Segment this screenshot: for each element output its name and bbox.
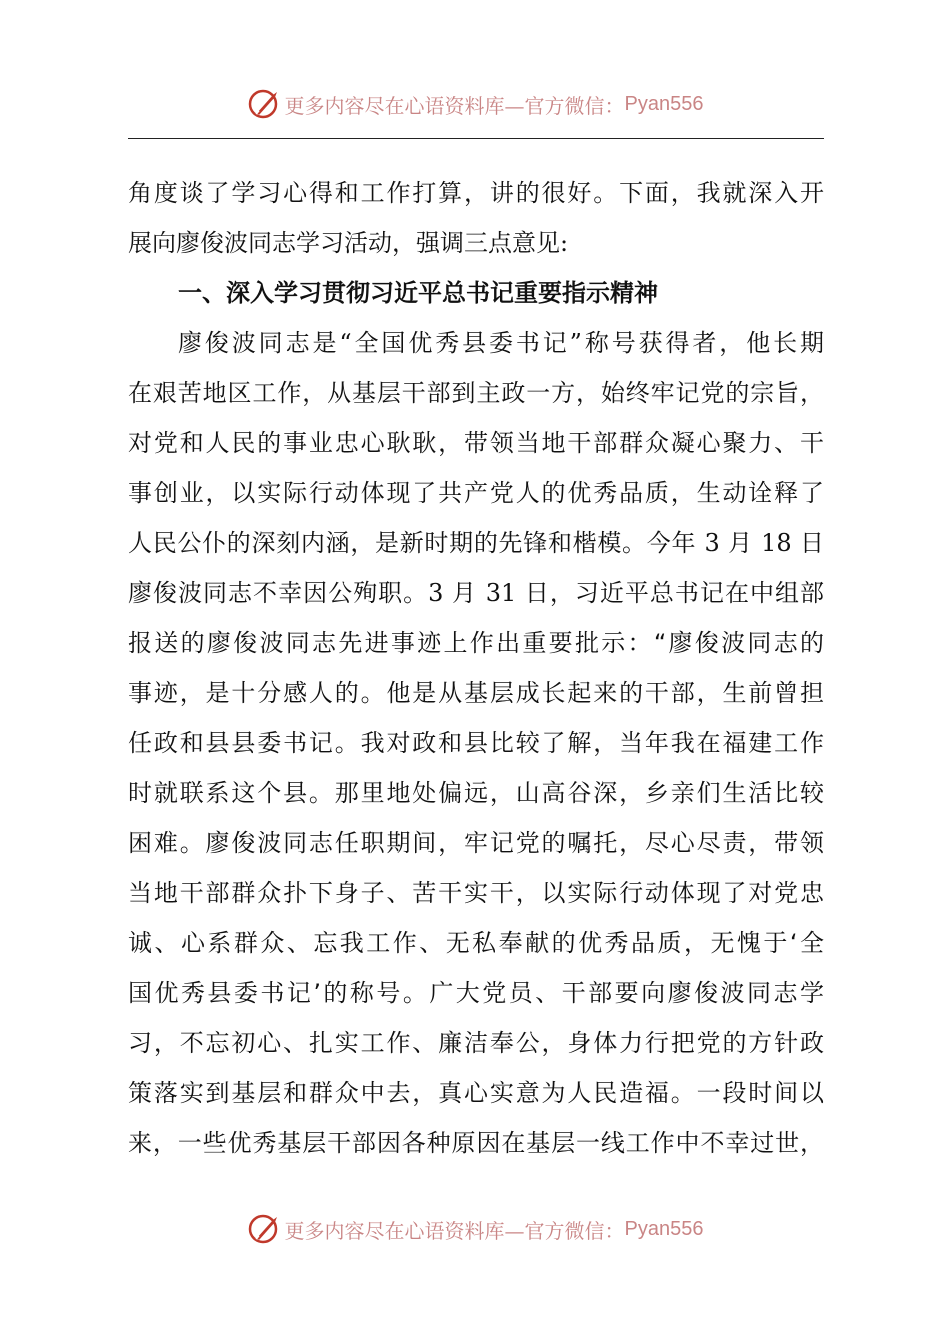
header-banner	[0, 84, 950, 124]
paragraph-line: 事创业，以实际行动体现了共产党人的优秀品质，生动诠释了	[128, 479, 824, 507]
quote-line: 习，不忘初心、扎实工作、廉洁奉公，身体力行把党的方针政	[128, 1029, 824, 1057]
paragraph-line: 人民公仆的深刻内涵，是新时期的先锋和楷模。今年 3 月 18 日	[128, 529, 824, 557]
paragraph-line: 在艰苦地区工作，从基层干部到主政一方，始终牢记党的宗旨，	[128, 379, 824, 407]
document-body	[128, 168, 824, 1168]
paragraph-line: 廖俊波同志不幸因公殉职。3 月 31 日，习近平总书记在中组部	[128, 579, 824, 607]
header-banner-text: 更多内容尽在心语资料库—官方微信：	[284, 93, 625, 118]
quote-line: 任政和县县委书记。我对政和县比较了解，当年我在福建工作	[128, 729, 824, 757]
quote-line: 困难。廖俊波同志任职期间，牢记党的嘱托，尽心尽责，带领	[128, 829, 824, 857]
quote-line: 当地干部群众扑下身子、苦干实干，以实际行动体现了对党忠	[128, 879, 824, 907]
footer-banner-text: 更多内容尽在心语资料库—官方微信：	[284, 1218, 625, 1243]
quote-line: 策落实到基层和群众中去，真心实意为人民造福。一段时间以	[128, 1079, 824, 1107]
quote-line: 时就联系这个县。那里地处偏远，山高谷深，乡亲们生活比较	[128, 779, 824, 807]
footer-wechat-id: Pyan556	[624, 1217, 704, 1240]
section-heading: 一、深入学习贯彻习近平总书记重要指示精神	[178, 279, 658, 307]
paragraph-line: 廖俊波同志是“全国优秀县委书记”称号获得者，他长期	[178, 329, 824, 357]
quote-line: 事迹，是十分感人的。他是从基层成长起来的干部，生前曾担	[128, 679, 824, 707]
pen-logo-icon	[247, 86, 283, 122]
header-divider	[128, 138, 824, 139]
quote-line: 国优秀县委书记’的称号。广大党员、干部要向廖俊波同志学	[128, 979, 824, 1007]
quote-line: 来，一些优秀基层干部因各种原因在基层一线工作中不幸过世，	[128, 1129, 824, 1157]
paragraph-line-segment: 报送的廖俊波同志先进事迹上作出重要批示：	[128, 629, 654, 657]
quote-line: 诚、心系群众、忘我工作、无私奉献的优秀品质，无愧于‘全	[128, 929, 824, 957]
paragraph-line: 展向廖俊波同志学习活动，强调三点意见:	[128, 229, 569, 257]
paragraph-line: 对党和人民的事业忠心耿耿，带领当地干部群众凝心聚力、干	[128, 429, 824, 457]
paragraph-line: 角度谈了学习心得和工作打算，讲的很好。下面，我就深入开	[128, 179, 824, 207]
footer-banner	[0, 1209, 950, 1249]
quote-start-segment: “廖俊波同志的	[653, 629, 825, 657]
paragraph-line	[128, 618, 824, 668]
header-wechat-id: Pyan556	[624, 92, 704, 115]
pen-logo-icon	[247, 1211, 283, 1247]
